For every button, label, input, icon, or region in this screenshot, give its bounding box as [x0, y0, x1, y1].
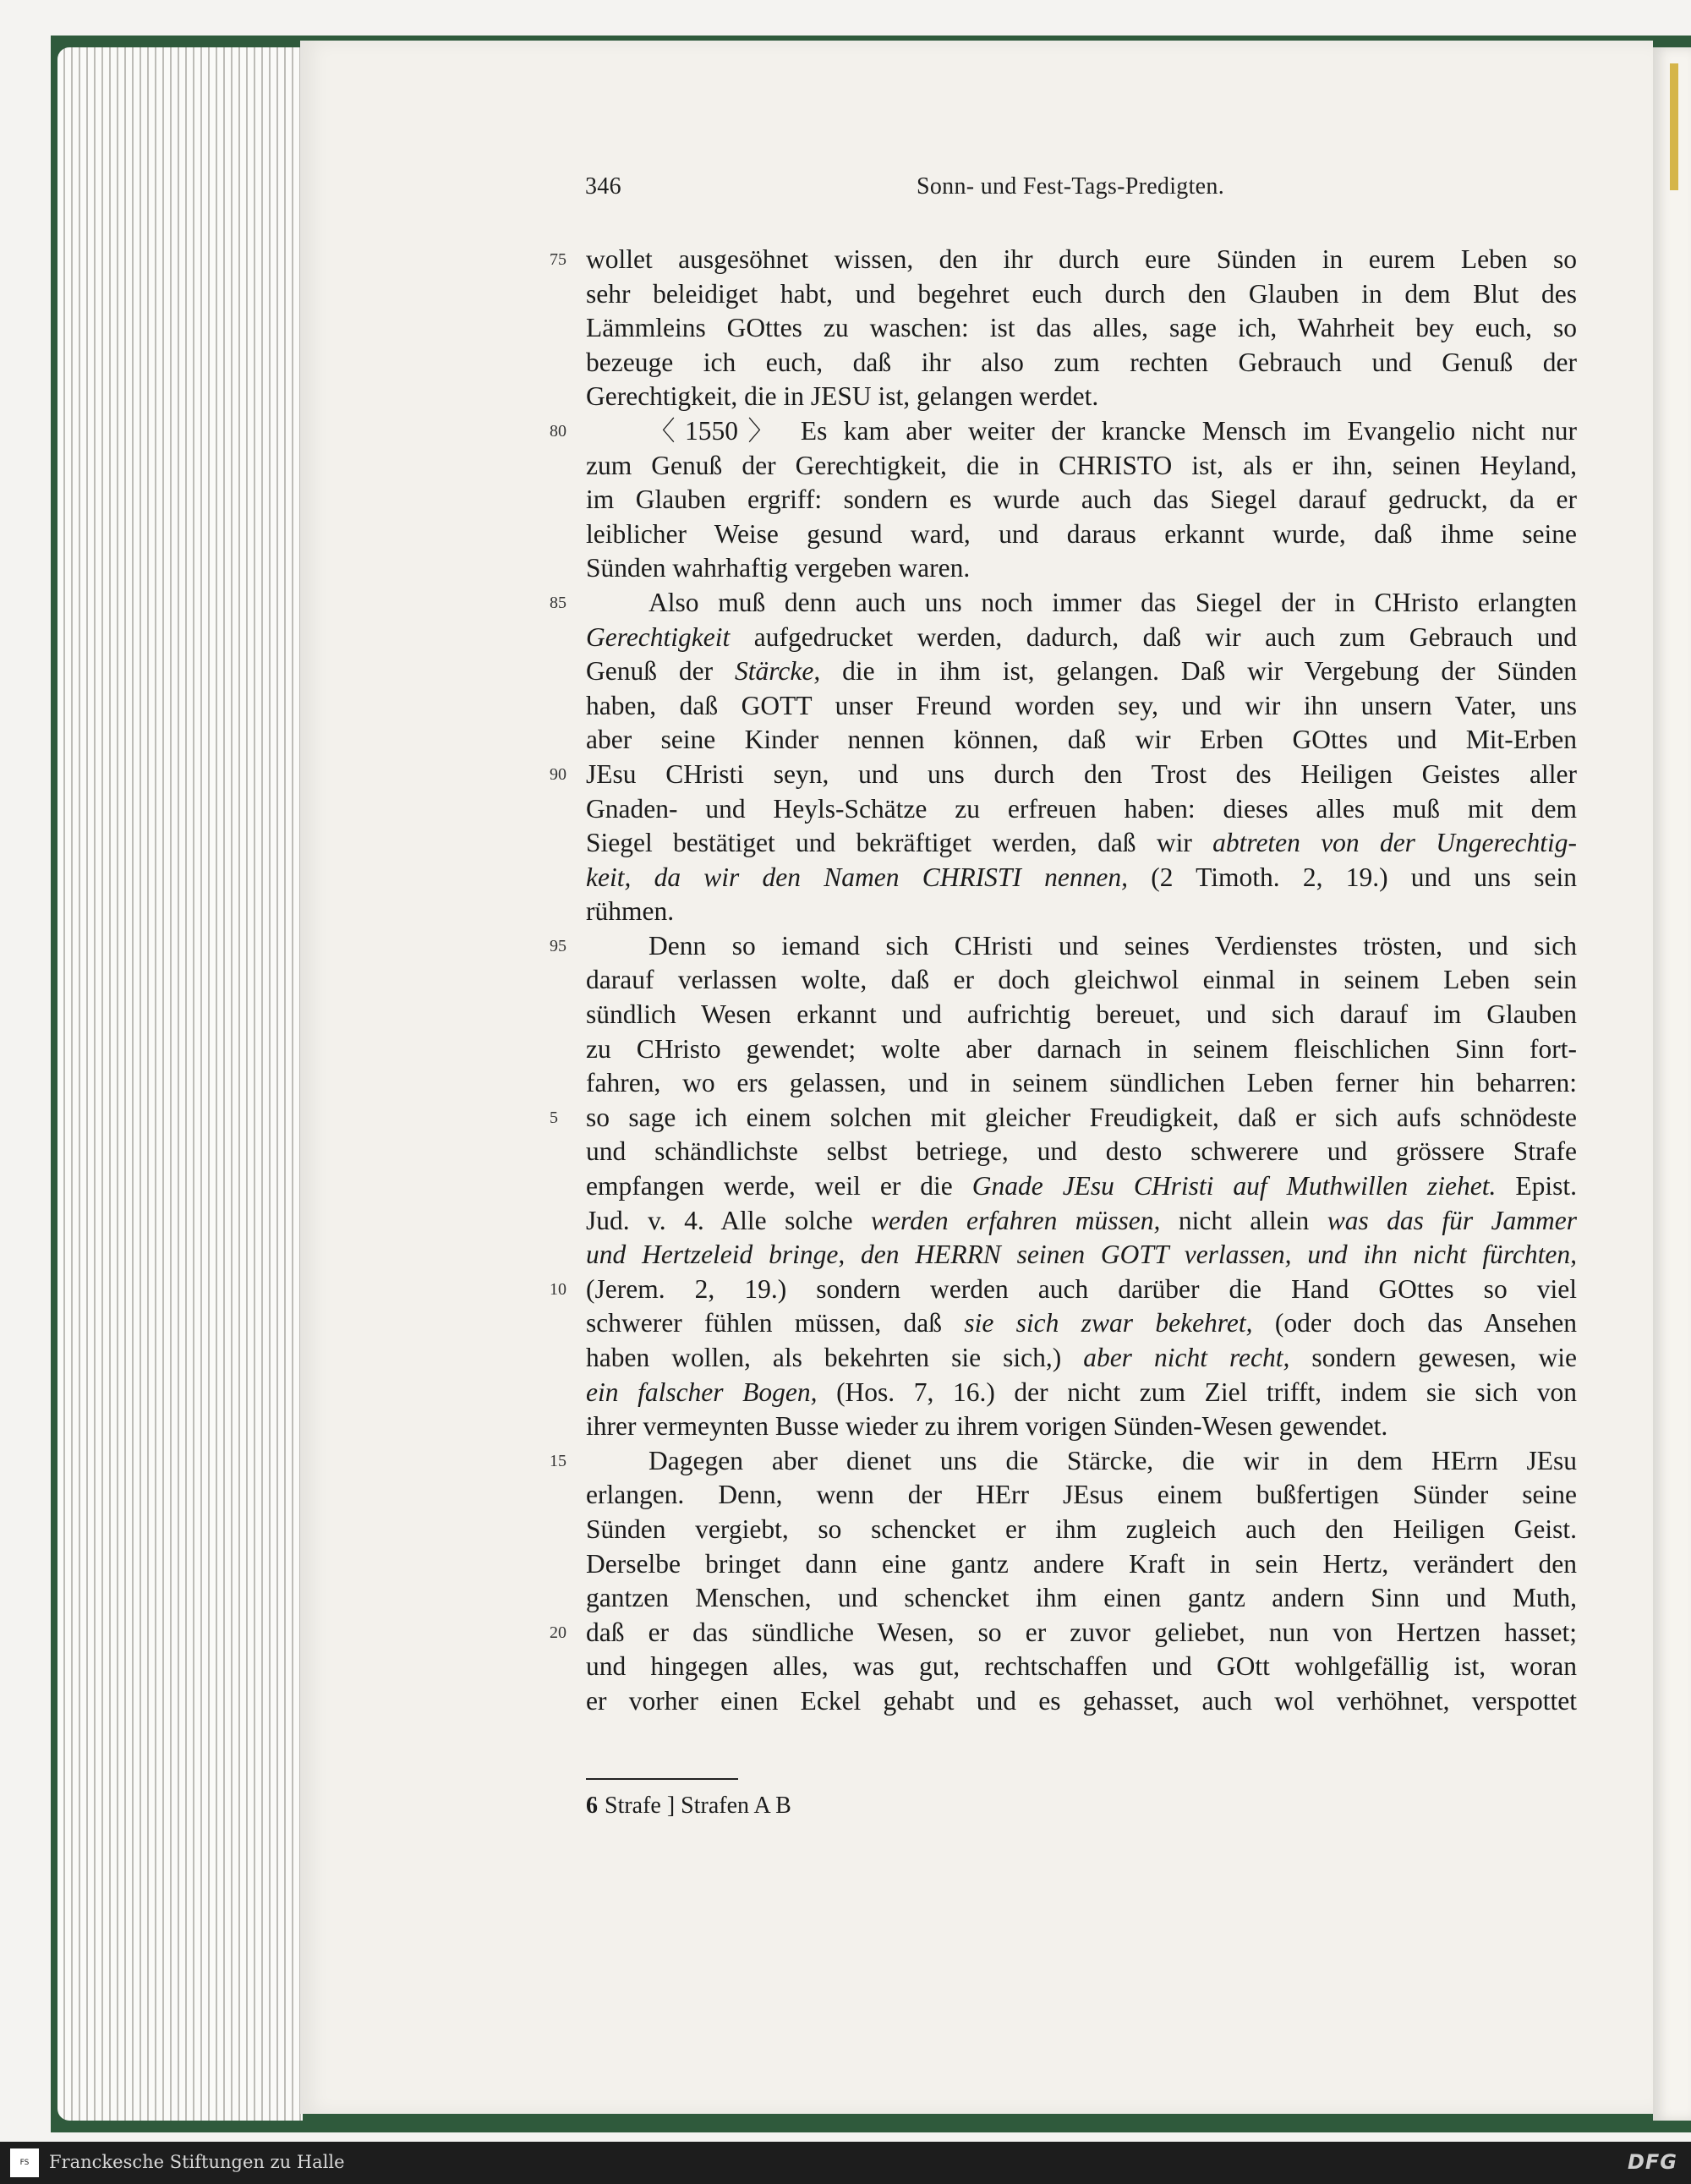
text-line [586, 689, 1577, 724]
line-number: 10 [550, 1279, 566, 1299]
text-segment: Derselbe bringet dann eine gantz andere Kraft in sein Hertz, verändert den [586, 1548, 1577, 1579]
text-line [586, 1306, 1577, 1341]
text-line [586, 963, 1577, 998]
text-line [586, 792, 1577, 827]
text-segment: zum Genuß der Gerechtigkeit, die in CHRISTO ist, als er ihn, seinen Heyland, [586, 450, 1577, 480]
page-number: 346 [585, 173, 621, 200]
text-line [586, 483, 1577, 517]
text-segment: im Glauben ergriff: sondern es wurde auch das Siegel darauf gedruckt, da er [586, 484, 1577, 515]
text-segment: bezeuge ich euch, daß ihr also zum rechten Gebrauch und Genuß der [586, 347, 1577, 377]
text-segment: Dagegen aber dienet uns die Stärcke, die wir in dem HErrn JEsu [648, 1445, 1577, 1475]
text-segment: aber seine Kinder nennen können, daß wir Erben GOttes und Mit-Erben [586, 725, 1577, 755]
text-segment: sündlich Wesen erkannt und aufrichtig bereuet, und sich darauf im Glauben [586, 999, 1577, 1030]
text-line [586, 1547, 1577, 1582]
text-line [586, 1135, 1577, 1169]
text-line [586, 621, 1577, 655]
text-segment: wollet ausgesöhnet wissen, den ihr durch eure Sünden in eurem Leben so [586, 244, 1577, 274]
text-line [586, 723, 1577, 758]
text-line [586, 1478, 1577, 1513]
text-line [586, 1032, 1577, 1067]
line-number: 95 [550, 936, 566, 955]
italic-text-segment: und Hertzeleid bringe, den HERRN seinen GOTT verlassen, und ihn nicht fürchten, [586, 1240, 1577, 1270]
text-segment: daß er das sündliche Wesen, so er zuvor geliebet, nun von Hertzen hasset; [586, 1617, 1577, 1647]
bookmark-ribbon [1670, 63, 1678, 190]
text-segment: (Jerem. 2, 19.) sondern werden auch darüber die Hand GOttes so viel [586, 1273, 1577, 1304]
text-line [586, 380, 1577, 414]
italic-text-segment: sie sich zwar bekehret, [964, 1308, 1253, 1338]
italic-text-segment: Gerechtigkeit [586, 621, 731, 652]
text-line [586, 1684, 1577, 1719]
text-line [586, 1513, 1577, 1547]
footnote-text: Strafe ] Strafen A B [605, 1793, 791, 1819]
viewer-footer-bar [0, 2142, 1691, 2184]
text-segment: JEsu CHristi seyn, und uns durch den Trost des Heiligen Geistes aller [586, 758, 1577, 789]
institution-label[interactable]: Franckesche Stiftungen zu Halle [49, 2152, 345, 2172]
italic-text-segment: aber nicht recht, [1083, 1343, 1290, 1372]
text-segment: Denn so iemand sich CHristi und seines Verdienstes trösten, und sich [648, 930, 1577, 961]
text-line [586, 277, 1577, 312]
text-segment: Also muß denn auch uns noch immer das Siegel der in CHristo erlangten [648, 587, 1577, 617]
italic-text-segment: Stärcke, [735, 656, 821, 687]
franckesche-stiftungen-logo-icon[interactable] [10, 2148, 39, 2177]
text-segment: erlangen. Denn, wenn der HErr JEsus einem bußfertigen Sünder seine [586, 1480, 1577, 1510]
text-segment: rühmen. [586, 896, 675, 927]
text-line [586, 998, 1577, 1032]
text-line [550, 1101, 1577, 1136]
text-segment: Siegel bestätiget und bekräftiget werden, daß wir [586, 828, 1213, 858]
text-line [586, 551, 1577, 586]
text-segment: Sünden wahrhaftig vergeben waren. [586, 553, 971, 583]
text-line [586, 895, 1577, 929]
text-line [586, 1376, 1577, 1410]
text-segment: sehr beleidiget habt, und begehret euch durch den Glauben in dem Blut des [586, 278, 1577, 309]
text-line [586, 517, 1577, 552]
body-text [550, 243, 1578, 1719]
text-segment: schwerer fühlen müssen, daß [586, 1308, 965, 1338]
text-segment: er vorher einen Eckel gehabt und es gehasset, auch wol verhöhnet, verspottet [586, 1685, 1577, 1716]
text-segment: 〈1550〉 Es kam aber weiter der krancke Mensch im Evangelio nicht nur [648, 415, 1577, 446]
text-line [586, 1650, 1577, 1684]
text-segment: so sage ich einem solchen mit gleicher Freudigkeit, daß er sich aufs schnödeste [586, 1102, 1577, 1132]
text-segment: Jud. v. 4. Alle solche [586, 1205, 872, 1235]
text-line [586, 1409, 1577, 1444]
italic-text-segment: werden erfahren müssen, [871, 1205, 1161, 1235]
text-segment: zu CHristo gewendet; wolte aber darnach in seinem fleischlichen Sinn fort- [586, 1033, 1577, 1064]
text-segment: empfangen werde, weil er die [586, 1171, 972, 1201]
logo-text: FS [19, 2159, 30, 2167]
text-line [550, 1444, 1577, 1479]
line-number: 85 [550, 593, 566, 612]
italic-text-segment: was das für Jammer [1327, 1205, 1578, 1235]
text-segment: darauf verlassen wolte, daß er doch gleichwol einmal in seinem Leben sein [586, 965, 1577, 995]
text-segment: sondern gewesen, wie [1289, 1343, 1577, 1372]
footnote [586, 1793, 791, 1820]
text-segment: (2 Timoth. 2, 19.) und uns sein [1128, 862, 1577, 892]
text-segment: haben, daß GOTT unser Freund worden sey, und wir ihn unsern Vater, uns [586, 690, 1577, 720]
footnote-number: 6 [586, 1793, 598, 1819]
text-line [586, 826, 1577, 861]
text-line [586, 654, 1577, 689]
text-line [586, 861, 1577, 895]
text-line [586, 1581, 1577, 1616]
text-segment: aufgedrucket werden, dadurch, daß wir auch zum Gebrauch und [730, 621, 1577, 652]
line-number: 15 [550, 1451, 566, 1470]
text-segment: leiblicher Weise gesund ward, und daraus erkannt wurde, daß ihme seine [586, 518, 1577, 549]
text-segment: (oder doch das Ansehen [1252, 1308, 1577, 1338]
text-line [550, 243, 1577, 277]
text-segment: Gerechtigkeit, die in JESU ist, gelangen werdet. [586, 381, 1099, 412]
text-segment: (Hos. 7, 16.) der nicht zum Ziel trifft, indem sie sich von [817, 1377, 1577, 1407]
text-segment: Lämmleins GOttes zu waschen: ist das alles, sage ich, Wahrheit bey euch, so [586, 313, 1577, 343]
text-segment: Genuß der [586, 656, 736, 687]
text-line [550, 1273, 1577, 1307]
text-segment: die in ihm ist, gelangen. Daß wir Vergebung der Sünden [820, 656, 1577, 687]
text-line [550, 929, 1577, 964]
line-number: 75 [550, 250, 566, 269]
text-segment: und hingegen alles, was gut, rechtschaffen und GOtt wohlgefällig ist, woran [586, 1651, 1577, 1682]
text-segment: fahren, wo ers gelassen, und in seinem sündlichen Leben ferner hin beharren: [586, 1068, 1577, 1098]
italic-text-segment: abtreten von der Ungerechtig- [1212, 828, 1577, 858]
italic-text-segment: ein falscher Bogen, [586, 1377, 818, 1407]
text-segment: Sünden vergiebt, so schencket er ihm zugleich auch den Heiligen Geist. [586, 1513, 1577, 1544]
running-title: Sonn- und Fest-Tags-Predigten. [917, 173, 1225, 200]
text-segment: haben wollen, als bekehrten sie sich,) [586, 1343, 1084, 1372]
text-line [586, 1204, 1577, 1239]
text-segment: und schändlichste selbst betriege, und desto schwerere und grössere Strafe [586, 1136, 1577, 1167]
next-page-edge [1653, 47, 1691, 2121]
line-number: 90 [550, 764, 566, 784]
text-line [586, 1341, 1577, 1376]
text-segment: ihrer vermeynten Busse wieder zu ihrem vorigen Sünden-Wesen gewendet. [586, 1411, 1388, 1442]
dfg-logo[interactable]: DFG [1627, 2150, 1677, 2174]
text-segment: nicht allein [1160, 1205, 1327, 1235]
text-line [586, 346, 1577, 380]
text-line [586, 311, 1577, 346]
line-number: 80 [550, 421, 566, 441]
text-line [586, 449, 1577, 484]
page-edges [57, 47, 303, 2121]
text-line [550, 758, 1577, 792]
text-line [550, 586, 1577, 621]
line-number: 5 [550, 1108, 558, 1127]
italic-text-segment: Gnade JEsu CHristi auf Muthwillen ziehet. [971, 1171, 1497, 1201]
text-line [586, 1066, 1577, 1101]
line-number: 20 [550, 1623, 566, 1642]
text-segment: Epist. [1496, 1171, 1577, 1201]
footnote-rule [586, 1778, 738, 1780]
text-segment: Gnaden- und Heyls-Schätze zu erfreuen haben: dieses alles muß mit dem [586, 793, 1577, 824]
text-line [586, 1238, 1577, 1273]
text-line [586, 1169, 1577, 1204]
text-segment: gantzen Menschen, und schencket ihm einen gantz andern Sinn und Muth, [586, 1583, 1577, 1613]
italic-text-segment: keit, da wir den Namen CHRISTI nennen, [586, 862, 1129, 892]
text-line [550, 1616, 1577, 1650]
text-line [550, 414, 1577, 449]
